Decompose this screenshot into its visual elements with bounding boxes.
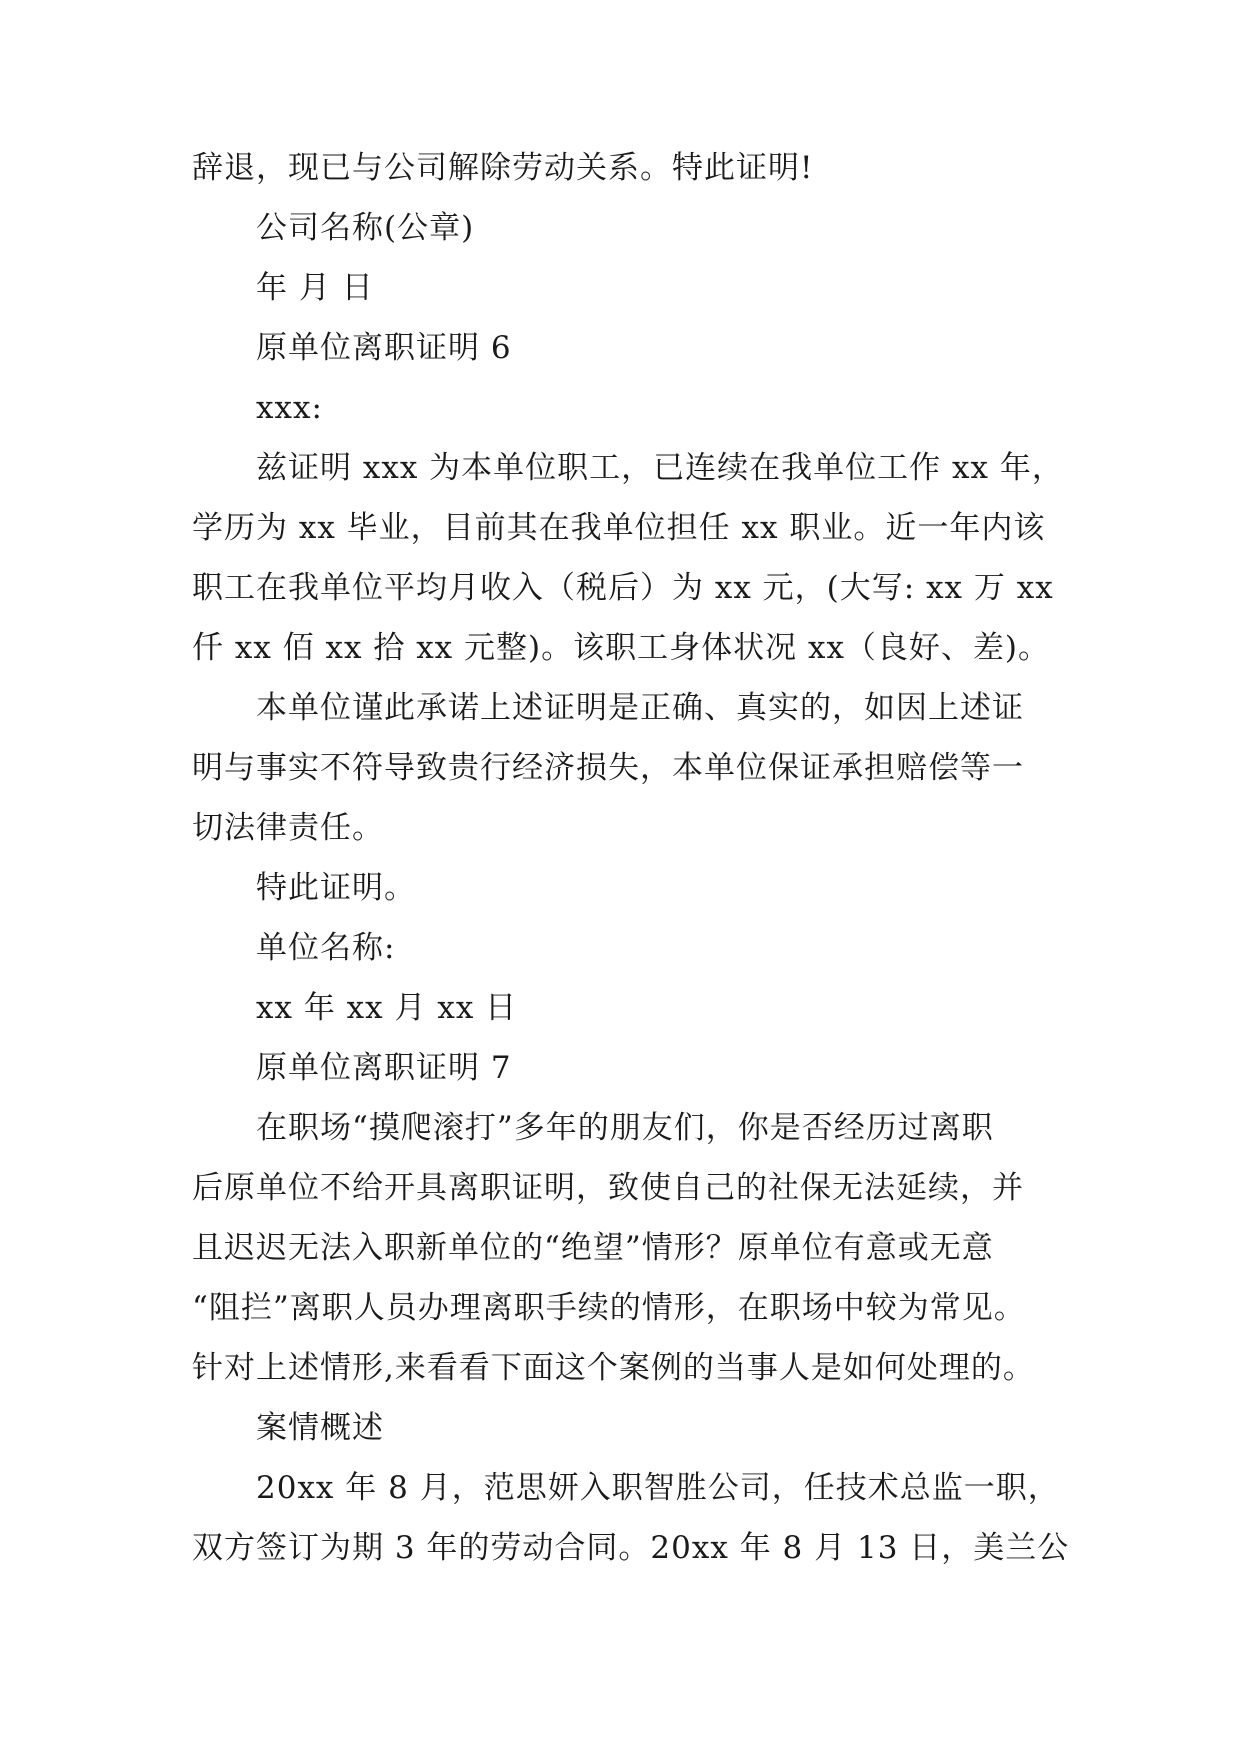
text-line: 仟 xx 佰 xx 拾 xx 元整)。该职工身体状况 xx（良好、差)。 — [192, 630, 1051, 666]
section-heading: 案情概述 — [256, 1410, 384, 1446]
text-line: 特此证明。 — [256, 870, 416, 906]
text-line: 针对上述情形,来看看下面这个案例的当事人是如何处理的。 — [192, 1350, 1035, 1386]
text-line: 20xx 年 8 月，范思妍入职智胜公司，任技术总监一职， — [256, 1470, 1060, 1506]
date-line: xx 年 xx 月 xx 日 — [256, 990, 518, 1026]
section-heading: 原单位离职证明 6 — [256, 330, 512, 366]
text-line: 在职场“摸爬滚打”多年的朋友们，你是否经历过离职 — [256, 1110, 994, 1146]
unit-name-label: 单位名称: — [256, 930, 396, 966]
section-heading: 原单位离职证明 7 — [256, 1050, 512, 1086]
company-name-seal: 公司名称(公章) — [256, 210, 475, 246]
text-line: 职工在我单位平均月收入（税后）为 xx 元，(大写: xx 万 xx — [192, 570, 1054, 606]
text-line: 后原单位不给开具离职证明，致使自己的社保无法延续，并 — [192, 1170, 1024, 1206]
date-line: 年 月 日 — [256, 270, 374, 306]
text-line: 明与事实不符导致贵行经济损失，本单位保证承担赔偿等一 — [192, 750, 1024, 786]
text-line: 且迟迟无法入职新单位的“绝望”情形？原单位有意或无意 — [192, 1230, 994, 1266]
text-line: “阻拦”离职人员办理离职手续的情形，在职场中较为常见。 — [192, 1290, 1026, 1326]
text-line: 学历为 xx 毕业，目前其在我单位担任 xx 职业。近一年内该 — [192, 510, 1046, 546]
text-line: 兹证明 xxx 为本单位职工，已连续在我单位工作 xx 年， — [256, 450, 1064, 486]
text-line: 辞退，现已与公司解除劳动关系。特此证明! — [192, 150, 814, 186]
text-line: 本单位谨此承诺上述证明是正确、真实的，如因上述证 — [256, 690, 1024, 726]
addressee: xxx: — [256, 390, 323, 426]
text-line: 切法律责任。 — [192, 810, 384, 846]
text-line: 双方签订为期 3 年的劳动合同。20xx 年 8 月 13 日，美兰公 — [192, 1530, 1070, 1566]
